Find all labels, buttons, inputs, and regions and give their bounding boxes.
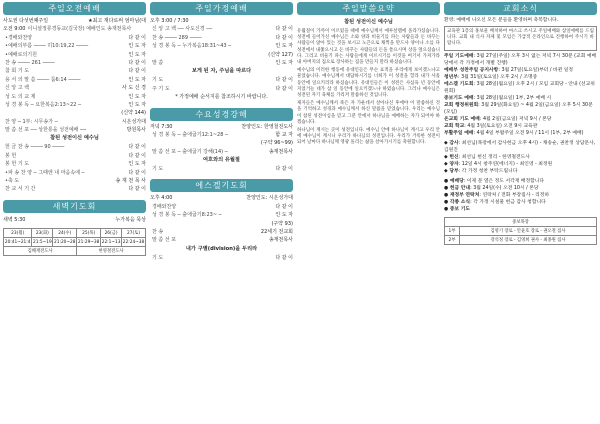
sermon-title: 참된 성전이신 예수님 [50, 135, 99, 142]
order-leader: 송재천목사 [268, 148, 293, 155]
order-leader: 다 같 이 [128, 152, 146, 159]
order-row [150, 254, 293, 262]
prayer-row-2 [445, 235, 597, 244]
order-leader: 함 교 자 [275, 131, 293, 138]
wed-info [150, 123, 293, 131]
order-leader: 다 같 이 [128, 34, 146, 41]
order-item: 주 기 도 [152, 85, 170, 92]
summary-title: 참된 성전이신 예수님 [344, 19, 393, 25]
order-item: •축 도 [5, 178, 20, 185]
order-row [150, 236, 293, 244]
news-label: ◆ 감사 [444, 140, 459, 146]
schedule-cell: 20:41~21:4 [4, 239, 31, 245]
dawn-prayer-header: 새벽기도회 [3, 200, 146, 213]
welcome-line: 환영: 예배에 나오신 모든 분들을 환영하며 축복합니다. [444, 18, 559, 23]
order-item: 말 씀 선 포 [152, 237, 177, 244]
wed-title: 여호와의 유월절 [203, 157, 240, 164]
order-item: 말 씀 선 포 ─ 출애굽기 강해(14) ─ [152, 148, 228, 155]
wed-time: 저녁 7:30 [150, 123, 173, 130]
schedule-cell: 23(월) [4, 229, 32, 238]
order-leader: (구약 93) [271, 220, 293, 227]
column-home-worship [150, 2, 293, 262]
order-row [3, 152, 146, 160]
order-item: 기 도 [152, 77, 164, 84]
order-item [150, 51, 268, 59]
order-row [3, 185, 146, 193]
dawn-info-row [3, 216, 146, 224]
order-row [3, 126, 146, 134]
ezekiel-header: 에스겔기도회 [150, 179, 293, 192]
prayer-row-1-value: 김영기 장로 - 안윤호 장로 - 권오철 집사 [460, 226, 597, 235]
order-item: 말 씀 [152, 59, 164, 66]
news-text: 3월 28일(월요일) 1부, 2부 예배 시 [476, 95, 552, 101]
order-row [150, 76, 293, 84]
order-leader: (신약 127) [268, 51, 293, 58]
news-label: ● 예배당 [444, 178, 464, 184]
order-leader: 인 도 자 [275, 212, 293, 219]
order-leader: 인 도 자 [275, 43, 293, 50]
order-leader: 다 같 이 [275, 85, 293, 92]
order-row [3, 143, 146, 151]
order-leader: 다 같 이 [275, 166, 293, 173]
column-church-news [444, 2, 597, 245]
summary-body [297, 29, 440, 147]
news-label: 중보기도 예배 [444, 95, 474, 101]
order-list-2 [3, 143, 146, 193]
news-label: 청년부 [444, 74, 458, 80]
news-label: ● 재정부 연락처 [444, 192, 480, 198]
news-text: 3월 29일(화요일) ~ 4월 2일(금요일) 오후 5시 30분 (모임) [444, 102, 593, 115]
news-item: ● 헌금 안내: 3월 24일(수) 오전 10시 / 본당 [444, 185, 539, 191]
order-item: 기 도 [152, 166, 164, 173]
order-leader: 송 재 천 목 사 [115, 178, 146, 185]
news-item: ● 재정부 연락처: 연락처 / 전화 부장집사 - 리정하 [444, 192, 550, 198]
ezk-lead: 찬양인도: 시온성가대 [246, 195, 293, 202]
order-leader: 인 도 자 [128, 161, 146, 168]
schedule-cell: 27(토) [122, 229, 146, 238]
time-row [3, 25, 146, 33]
news-list [444, 53, 597, 137]
wed-lead: 찬양인도: 한영철전도사 [241, 123, 293, 130]
news-text: 4월 2일(금요일) 저녁 9시 / 본당 [482, 116, 552, 122]
order-item: 용 서 의 말 씀 ──── 룸6:14 ──── [5, 76, 81, 83]
home-note-text: * 가정예배 순서지를 참조하시기 바랍니다. [175, 94, 268, 101]
news-text: 이제 문 열은 정도 서각재 배정합니다 [466, 178, 545, 184]
news-label: ◆ 당부 [444, 168, 459, 174]
news-text: 4월 3일(토요일) 오전 9시 교육관 [467, 123, 538, 129]
order-item: 참 회 기 도 [5, 68, 30, 75]
news-text: 4월 4일 부활주일 오전 9시 / 11시 (1부, 2부 예배) [476, 130, 584, 136]
home-worship-header: 주일가정예배 [150, 2, 293, 15]
order-row [3, 34, 146, 42]
order-leader: 인 도 자 [128, 93, 146, 100]
order-item [150, 139, 261, 147]
order-item: •예배의부름 ──── 히10:19,22 ──── [5, 43, 89, 50]
order-item: 찬 교 서 기 간 [5, 186, 36, 193]
order-row [3, 109, 146, 117]
lead-1: 김혜재전도사 [4, 247, 77, 256]
pastor-line: 사도권 다섯번째주일 [3, 18, 49, 24]
order-leader: 다 같 이 [128, 59, 146, 66]
prayer-row-2-label: 2부 [445, 235, 460, 244]
order-row [3, 42, 146, 50]
time-detail: 이니셜정류경동교(김국장) 예배인도 송재천목사 [27, 26, 132, 33]
order-row [3, 59, 146, 67]
schedule-header-row [4, 229, 146, 238]
schedule-cell: 26(금) [101, 229, 122, 238]
order-row [150, 220, 293, 228]
news-label: 교회 행정위원회 [444, 102, 479, 108]
order-item [3, 109, 121, 117]
order-row [3, 76, 146, 84]
news-item: 청년부: 3월 31일(토요일) 오후 2시 / 조명중 [444, 74, 538, 80]
home-time-text: 오후 3:00 / 7:30 [150, 18, 189, 24]
order-item: 성 경 봉 독 ─ 출애굽기12:1~28 ─ [152, 131, 228, 138]
summary-paragraph: 제자들은 예수님께서 죽은 자 가운데서 살아나신 후에야 이 말씀하신 것을 기억하고 성경과 예수님께서 하신 말씀을 믿었습니다. 우리는 예수님이 참된 성전이심을 믿고 그분 안에서 하나님을 예배하는 자가 되어야 하겠습니다. [297, 101, 440, 125]
order-row [150, 228, 293, 236]
prayer-title: ● 중보 기도 [444, 206, 471, 212]
schedule-values-row [4, 238, 146, 247]
news-label: ◆ 양자 [444, 161, 459, 167]
order-row [3, 169, 146, 177]
order-leader: 다 같 이 [128, 169, 146, 176]
order-row [150, 34, 293, 42]
dawn-schedule-table [3, 228, 146, 256]
order-leader: (구약 96~99) [260, 140, 293, 147]
news-text: 최선님(목장에서 감사헌금 오후 4시) - 채송순, 권찬정 상담문사, 김원진 [444, 140, 596, 153]
order-row [3, 177, 146, 185]
notice-box: 교육관 1층의 홍보물 배치하여 마스크 쓰시고 주일예배와 삼일예배를 드립니다. 교회 내 식사 자제 및 모임은 가급적 온라인으로 진행하여 주시기 바랍니다. [444, 26, 597, 51]
order-row [3, 101, 146, 109]
order-row [150, 25, 293, 33]
office-list [444, 140, 597, 175]
order-item: •경배와찬양 [5, 34, 33, 41]
order-leader: 인 도 자 [275, 59, 293, 66]
order-item: 찬 양 ─ 1부: 시무송가 ─ [5, 118, 58, 125]
order-item: •예배로의기원 [5, 51, 37, 58]
column-morning-worship [3, 2, 146, 256]
prayer-row-1 [445, 226, 597, 235]
news-item: ◆ 양자: 12일 4시 창주연(에너지) - 최인영 - 최정원 [444, 161, 553, 167]
order-leader: (신약 144) [121, 110, 146, 117]
news-label: 교회 학교 [444, 123, 465, 129]
order-leader: 다 같 이 [275, 34, 293, 41]
prayer-table [444, 217, 597, 245]
news-item: 예배부 성찬주일 공지사항: 3월 27일(토요일)부터 / 바뀐 일정 [444, 67, 574, 73]
order-leader: 다 같 이 [275, 26, 293, 33]
order-item: 찬 송 ──── 289 ──── [152, 34, 202, 41]
news-item: ◆ 당부: 각 가정 청찬 부탁드립니다 [444, 168, 518, 174]
ezk-order-list [150, 203, 293, 245]
schedule-cell: 25(목) [77, 229, 101, 238]
schedule-cell: 22:24~38 [122, 239, 145, 245]
dawn-time: 새벽 5:30 [3, 216, 26, 223]
order-item: 찬 송 ──── 261 ──── [5, 59, 55, 66]
news-item: 교회 행정위원회: 3월 29일(화요일) ~ 4월 2일(금요일) 오후 5시 30분 (모임) [444, 102, 593, 115]
column-sermon-summary [297, 2, 440, 147]
order-item: 성 경 봉 독 ─ 누가복음18:31~43 ─ [152, 43, 232, 50]
order-row [150, 131, 293, 139]
order-leader: 다 같 이 [275, 77, 293, 84]
schedule-cell: 23(화) [32, 229, 53, 238]
news-label: 에스겔 기도회 [444, 81, 474, 87]
order-leader: 사 도 신 경 [121, 85, 146, 92]
news-item: 주일 기도예배: 3월 27일(주일) 오후 3시 없는 저녁 7시 30분 (교회 예배당에서 각 가정에서 개별 진행) [444, 53, 597, 66]
news-text: 각 가정 시설물 헌금 감사 청합니다 [473, 199, 546, 205]
order-item: 성 경 봉 독 ─ 출애굽기8:23~ ─ [152, 212, 222, 219]
order-item: 말 씀 선 포 ── 상한통을 성전예배 ── [5, 127, 87, 134]
order-row [3, 51, 146, 59]
news-label: ◆ 헌신 [444, 154, 459, 160]
order-item: 봉 헌 기 도 [5, 161, 30, 168]
order-item: 찬 송 [152, 229, 164, 236]
news-item: 교회 학교: 4월 3일(토요일) 오전 9시 교육관 [444, 123, 538, 129]
schedule-cell: 21:29~38 [77, 239, 100, 245]
schedule-cell: 22:1~13 [101, 239, 121, 245]
home-title: 보게 된 자, 주님을 따르다 [191, 68, 252, 75]
news-text: 3월 28일(월요일) 오후 2시 / 모임 교회당 - 안내 (선교위원회) [444, 81, 595, 94]
news-label: ● 헌금 안내 [444, 185, 471, 191]
summary-paragraph: 유월절이 가까이 이르렀을 때에 예수님께서 예루살렘에 올라가셨습니다. 성전에 들어가신 예수님은 소와 양과 비둘기를 파는 사람들과 돈 바꾸는 사람들이 앉아 있는 것을 보시고 노끈으로 채찍을 만드사 양이나 소를 다 성전에서 내쫓으시고 돈 바꾸는 사람들의 돈을 쏟으시며 상을 엎으셨습니다. 그리고 비둘기 파는 사람들에게 이르시기를 이것을 여기서 가져가라 내 아버지의 집으로 장사하는 집을 만들지 말라 하셨습니다. [297, 29, 440, 66]
summary-paragraph: 예수님의 이러한 행동에 유대인들은 무슨 표적을 우리에게 보이겠느냐고 물었습니다. 예수님께서 대답하시기를 너희가 이 성전을 헐라 내가 사흘 동안에 일으키리라 하셨습니다. 유대인들은 이 성전은 사십육 년 동안에 지었거늘 네가 삼 일 동안에 일으키겠느냐 하였습니다. 그러나 예수님은 성전된 자기 육체를 가리켜 말씀하신 것입니다. [297, 68, 440, 99]
order-row [3, 67, 146, 75]
order-leader: 인 도 자 [128, 101, 146, 108]
news-label: 주일 기도예배 [444, 53, 474, 59]
news-text: 최선님 헌신 정리 - 한영철전도사 [461, 154, 530, 160]
news-label: 부활주일 예배 [444, 130, 474, 136]
order-item: 경배와찬양 [152, 203, 177, 210]
news-text: 3월 27일(주일) 오후 3시 없는 저녁 7시 30분 (교회 예배당에서 각 가정에서 개별 진행) [444, 53, 597, 66]
schedule-lead-row [4, 247, 146, 256]
meta-list [444, 178, 597, 206]
order-leader: 다 같 이 [275, 203, 293, 210]
order-leader: 다 같 이 [128, 186, 146, 193]
order-item: •파 송 찬 양 ─ 그때엔 내 마음속에 ─ [5, 169, 85, 176]
home-order-list-2 [150, 76, 293, 93]
prayer-row-1-label: 1부 [445, 226, 460, 235]
news-item: 중보기도 예배: 3월 28일(월요일) 1부, 2부 예배 시 [444, 95, 552, 101]
home-order-list [150, 25, 293, 67]
news-text: 12일 4시 창주연(에너지) - 최인영 - 최정원 [461, 161, 553, 167]
order-item: 성 경 봉 독 ─ 요한복음2:13~22 ─ [5, 101, 81, 108]
prayer-row-2-value: 강석정 장로 - 김영희 권사 - 최종원 집사 [460, 235, 597, 244]
order-row [3, 160, 146, 168]
prayer-head: 중보목장 [445, 217, 597, 226]
home-note [150, 93, 293, 101]
time-text: 오전 9:00 [3, 26, 26, 33]
schedule-cell: 21:20~28 [54, 239, 76, 245]
order-item: 성 도 의 교 제 [5, 93, 36, 100]
schedule-cell: 24(수) [53, 229, 77, 238]
order-leader: 방원목사 [126, 127, 146, 134]
order-item: 신 앙 고 백 [5, 85, 30, 92]
news-item: 온교회 기도 예배: 4월 2일(금요일) 저녁 9시 / 본당 [444, 116, 552, 122]
order-leader: 시온성가대 [121, 118, 146, 125]
news-item: ◆ 헌신: 최선님 헌신 정리 - 한영철전도사 [444, 154, 530, 160]
order-item: 헌 금 찬 송 ──── 90 ──── [5, 144, 65, 151]
order-list [3, 34, 146, 135]
order-row [150, 42, 293, 50]
order-row [3, 84, 146, 92]
summary-paragraph: 하나님이 계시는 곳이 성전입니다. 예수님 안에 하나님이 계시고 우리 안에 예수님이 계시니 우리가 하나님의 성전입니다. 우리가 거룩한 성전이 되어 날마다 하나님께 영광 돌리는 삶을 살아가시기를 축원합니다. [297, 128, 440, 146]
ezk-order-list-2 [150, 254, 293, 262]
news-label: 온교회 기도 예배 [444, 116, 480, 122]
news-text: 3월 31일(토요일) 오후 2시 / 조명중 [461, 74, 538, 80]
order-row [150, 211, 293, 219]
wed-order-list [150, 131, 293, 156]
order-leader: 인 도 자 [128, 43, 146, 50]
schedule-cell: 21:5~19 [32, 239, 52, 245]
news-label: ● 각종 소식 [444, 199, 471, 205]
order-leader: 다 같 이 [128, 144, 146, 151]
news-item: ● 각종 소식: 각 가정 시설물 헌금 감사 청합니다 [444, 199, 546, 205]
order-row [150, 148, 293, 156]
church-news-header: 교회소식 [444, 2, 597, 15]
news-item: 에스겔 기도회: 3월 28일(월요일) 오후 2시 / 모임 교회당 - 안내 (선교위원회) [444, 81, 595, 94]
wed-order-list-2 [150, 165, 293, 173]
news-item: ◆ 감사: 최선님(목장에서 감사헌금 오후 4시) - 채송순, 권찬정 상담문사, 김원진 [444, 140, 596, 153]
order-row [150, 203, 293, 211]
order-item: 기 도 [152, 254, 164, 261]
order-row [150, 85, 293, 93]
order-row [3, 93, 146, 101]
order-leader: 다 같 이 [275, 254, 293, 261]
morning-worship-header: 주일오전예배 [3, 2, 146, 15]
order-row [150, 165, 293, 173]
order-row [150, 139, 293, 147]
home-time [150, 17, 293, 25]
order-leader: 인 도 자 [128, 76, 146, 83]
ezk-time: 오후 4:00 [150, 195, 173, 202]
order-leader: 송재천목사 [268, 237, 293, 244]
news-item: 부활주일 예배: 4월 4일 부활주일 오전 9시 / 11시 (1부, 2부 예배) [444, 130, 584, 136]
wednesday-header: 수요성경강해 [150, 108, 293, 121]
worship-info-row [3, 17, 146, 25]
order-leader: 다 같 이 [128, 68, 146, 75]
news-item: ● 예배당: 이제 문 열은 정도 서각재 배정합니다 [444, 178, 545, 184]
ezk-title: 내가 구별(division)을 두리라 [185, 245, 258, 252]
order-leader: 22세기 전교회 [260, 229, 293, 236]
sermon-summary-header: 주일말씀요약 [297, 2, 440, 15]
order-item: 신 앙 고 백 ── 사도신경 ── [152, 26, 213, 33]
order-row [150, 59, 293, 67]
order-item: 봉 헌 [5, 152, 17, 159]
order-row [3, 118, 146, 126]
order-leader: 인 도 자 [128, 51, 146, 58]
dawn-right: 누가복음 묵상 [115, 216, 146, 223]
lead-2: 한영철전도사 [77, 247, 146, 256]
order-row [150, 51, 293, 59]
news-text: 연락처 / 전화 부장집사 - 리정하 [482, 192, 550, 198]
news-label: 예배부 성찬주일 공지사항 [444, 67, 499, 73]
news-text: 3월 27일(토요일)부터 / 바뀐 일정 [501, 67, 574, 73]
news-text: 3월 24일(수) 오전 10시 / 본당 [473, 185, 539, 191]
order-item [150, 220, 271, 228]
news-text: 각 가정 청찬 부탁드립니다 [461, 168, 518, 174]
note-line: ★최고 재다로써 엄마님(대 [88, 18, 146, 24]
ezk-info [150, 194, 293, 202]
